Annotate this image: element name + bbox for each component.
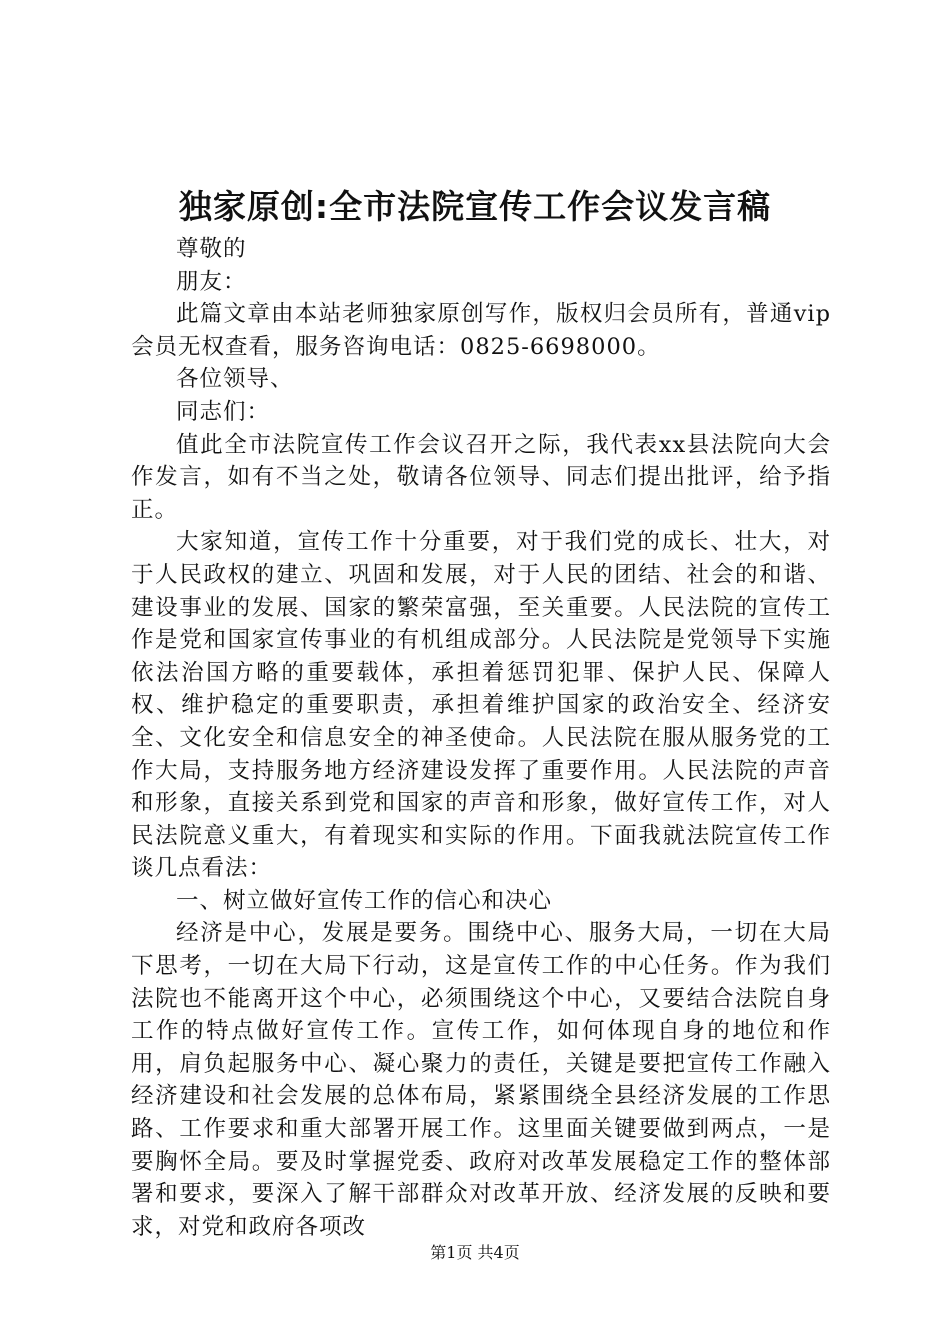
paragraph-copyright-notice: 此篇文章由本站老师独家原创写作，版权归会员所有，普通vip会员无权查看，服务咨询电话：0825-6698000。 bbox=[131, 301, 831, 360]
section-heading-1: 一、树立做好宣传工作的信心和决心 bbox=[176, 887, 553, 914]
document-title: 独家原创:全市法院宣传工作会议发言稿 bbox=[178, 187, 772, 226]
paragraph-address-comrades: 同志们： bbox=[176, 398, 271, 425]
paragraph-opening: 值此全市法院宣传工作会议召开之际，我代表xx县法院向大会作发言，如有不当之处，敬请各位领导、同志们提出批评，给予指正。 bbox=[131, 431, 831, 523]
paragraph-address-leaders: 各位领导、 bbox=[176, 366, 294, 393]
paragraph-economy-center: 经济是中心，发展是要务。围绕中心、服务大局，一切在大局下思考，一切在大局下行动，这是宣传工作的中心任务。作为我们法院也不能离开这个中心，必须围绕这个中心，又要结合法院自身工作的特点做好宣传工作。宣传工作，如何体现自身的地位和作用，肩负起服务中心、凝心聚力的责任，关键是要把宣传工作融入经济建设和社会发展的总体布局，紧紧围绕全县经济发展的工作思路、工作要求和重大部署开展工作。这里面关键要做到两点，一是要胸怀全局。要及时掌握党委、政府对改革发展稳定工作的整体部署和要求，要深入了解干部群众对改革开放、经济发展的反映和要求，对党和政府各项改 bbox=[131, 920, 831, 1240]
document-body bbox=[131, 233, 831, 1243]
paragraph-salutation-1: 尊敬的 bbox=[176, 236, 247, 262]
paragraph-importance: 大家知道，宣传工作十分重要，对于我们党的成长、壮大，对于人民政权的建立、巩固和发展，对于人民的团结、社会的和谐、建设事业的发展、国家的繁荣富强，至关重要。人民法院的宣传工作是党和国家宣传事业的有机组成部分。人民法院是党领导下实施依法治国方略的重要载体，承担着惩罚犯罪、保护人民、保障人权、维护稳定的重要职责，承担着维护国家的政治安全、经济安全、文化安全和信息安全的神圣使命。人民法院在服从服务党的工作大局，支持服务地方经济建设发挥了重要作用。人民法院的声音和形象，直接关系到党和国家的声音和形象，做好宣传工作，对人民法院意义重大，有着现实和实际的作用。下面我就法院宣传工作谈几点看法： bbox=[131, 529, 831, 882]
page-footer: 第1页 共4页 bbox=[430, 1243, 520, 1262]
paragraph-salutation-2: 朋友： bbox=[176, 268, 247, 295]
